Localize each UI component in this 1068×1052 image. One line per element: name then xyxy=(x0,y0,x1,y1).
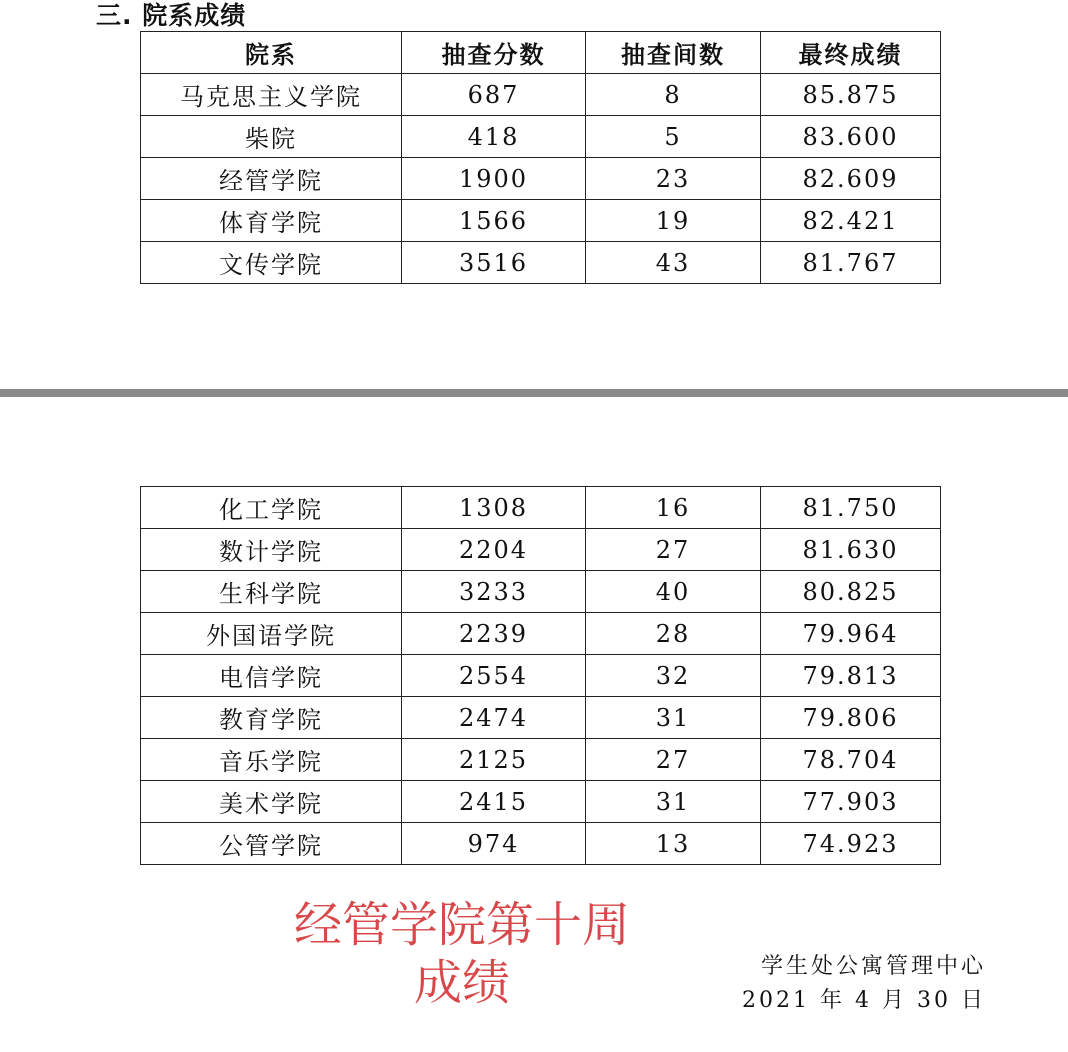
cell-checked-score: 418 xyxy=(402,116,586,158)
cell-checked-rooms: 5 xyxy=(586,116,761,158)
table-row xyxy=(141,823,941,865)
cell-final-score: 74.923 xyxy=(761,823,941,865)
cell-department: 公管学院 xyxy=(141,823,402,865)
cell-department: 电信学院 xyxy=(141,655,402,697)
issuer-name: 学生处公寓管理中心 xyxy=(760,954,986,979)
cell-checked-score: 2239 xyxy=(402,613,586,655)
cell-checked-score: 687 xyxy=(402,74,586,116)
cell-final-score: 78.704 xyxy=(761,739,941,781)
header-checked-rooms: 抽查间数 xyxy=(586,32,761,74)
cell-checked-rooms: 43 xyxy=(586,242,761,284)
cell-checked-rooms: 27 xyxy=(586,529,761,571)
table-row xyxy=(141,158,941,200)
cell-department: 柴院 xyxy=(141,116,402,158)
cell-final-score: 80.825 xyxy=(761,571,941,613)
cell-department: 音乐学院 xyxy=(141,739,402,781)
cell-department: 美术学院 xyxy=(141,781,402,823)
cell-checked-score: 1308 xyxy=(402,487,586,529)
cell-final-score: 81.750 xyxy=(761,487,941,529)
table-row xyxy=(141,116,941,158)
cell-final-score: 82.609 xyxy=(761,158,941,200)
table-row xyxy=(141,571,941,613)
cell-final-score: 85.875 xyxy=(761,74,941,116)
cell-checked-score: 1900 xyxy=(402,158,586,200)
cell-checked-rooms: 27 xyxy=(586,739,761,781)
cell-checked-score: 2554 xyxy=(402,655,586,697)
cell-final-score: 79.964 xyxy=(761,613,941,655)
header-department: 院系 xyxy=(141,32,402,74)
cell-department: 马克思主义学院 xyxy=(141,74,402,116)
table-row xyxy=(141,242,941,284)
header-checked-score: 抽查分数 xyxy=(402,32,586,74)
issuer-block xyxy=(742,950,986,1018)
table-header-row xyxy=(141,32,941,74)
table-row xyxy=(141,781,941,823)
page-divider xyxy=(0,389,1068,397)
cell-checked-score: 1566 xyxy=(402,200,586,242)
cell-checked-rooms: 19 xyxy=(586,200,761,242)
cell-final-score: 81.630 xyxy=(761,529,941,571)
cell-department: 教育学院 xyxy=(141,697,402,739)
scores-table-top xyxy=(140,31,941,284)
annotation-line-2: 成绩 xyxy=(413,955,510,1011)
cell-department: 外国语学院 xyxy=(141,613,402,655)
table-row xyxy=(141,487,941,529)
cell-department: 生科学院 xyxy=(141,571,402,613)
cell-department: 经管学院 xyxy=(141,158,402,200)
cell-checked-score: 3233 xyxy=(402,571,586,613)
cell-checked-rooms: 40 xyxy=(586,571,761,613)
cell-checked-rooms: 31 xyxy=(586,781,761,823)
section-heading: 三. 院系成绩 xyxy=(96,1,247,30)
table-row xyxy=(141,74,941,116)
cell-department: 体育学院 xyxy=(141,200,402,242)
table-row xyxy=(141,613,941,655)
table-row xyxy=(141,529,941,571)
table-row xyxy=(141,697,941,739)
cell-final-score: 79.813 xyxy=(761,655,941,697)
table-row xyxy=(141,655,941,697)
cell-checked-score: 2125 xyxy=(402,739,586,781)
cell-checked-rooms: 23 xyxy=(586,158,761,200)
cell-checked-rooms: 16 xyxy=(586,487,761,529)
cell-final-score: 82.421 xyxy=(761,200,941,242)
cell-checked-rooms: 13 xyxy=(586,823,761,865)
cell-checked-rooms: 31 xyxy=(586,697,761,739)
cell-final-score: 83.600 xyxy=(761,116,941,158)
table-row xyxy=(141,739,941,781)
cell-final-score: 79.806 xyxy=(761,697,941,739)
cell-department: 文传学院 xyxy=(141,242,402,284)
annotation-line-1: 经管学院第十周 xyxy=(293,897,630,953)
issue-date: 2021 年 4 月 30 日 xyxy=(742,988,986,1013)
cell-checked-rooms: 28 xyxy=(586,613,761,655)
cell-checked-score: 2415 xyxy=(402,781,586,823)
cell-final-score: 81.767 xyxy=(761,242,941,284)
header-final-score: 最终成绩 xyxy=(761,32,941,74)
cell-checked-score: 2474 xyxy=(402,697,586,739)
cell-checked-score: 974 xyxy=(402,823,586,865)
cell-final-score: 77.903 xyxy=(761,781,941,823)
cell-checked-rooms: 32 xyxy=(586,655,761,697)
cell-checked-rooms: 8 xyxy=(586,74,761,116)
cell-checked-score: 2204 xyxy=(402,529,586,571)
scores-table-bottom xyxy=(140,486,941,865)
cell-checked-score: 3516 xyxy=(402,242,586,284)
cell-department: 数计学院 xyxy=(141,529,402,571)
table-row xyxy=(141,200,941,242)
cell-department: 化工学院 xyxy=(141,487,402,529)
handwritten-annotation xyxy=(262,896,662,1012)
